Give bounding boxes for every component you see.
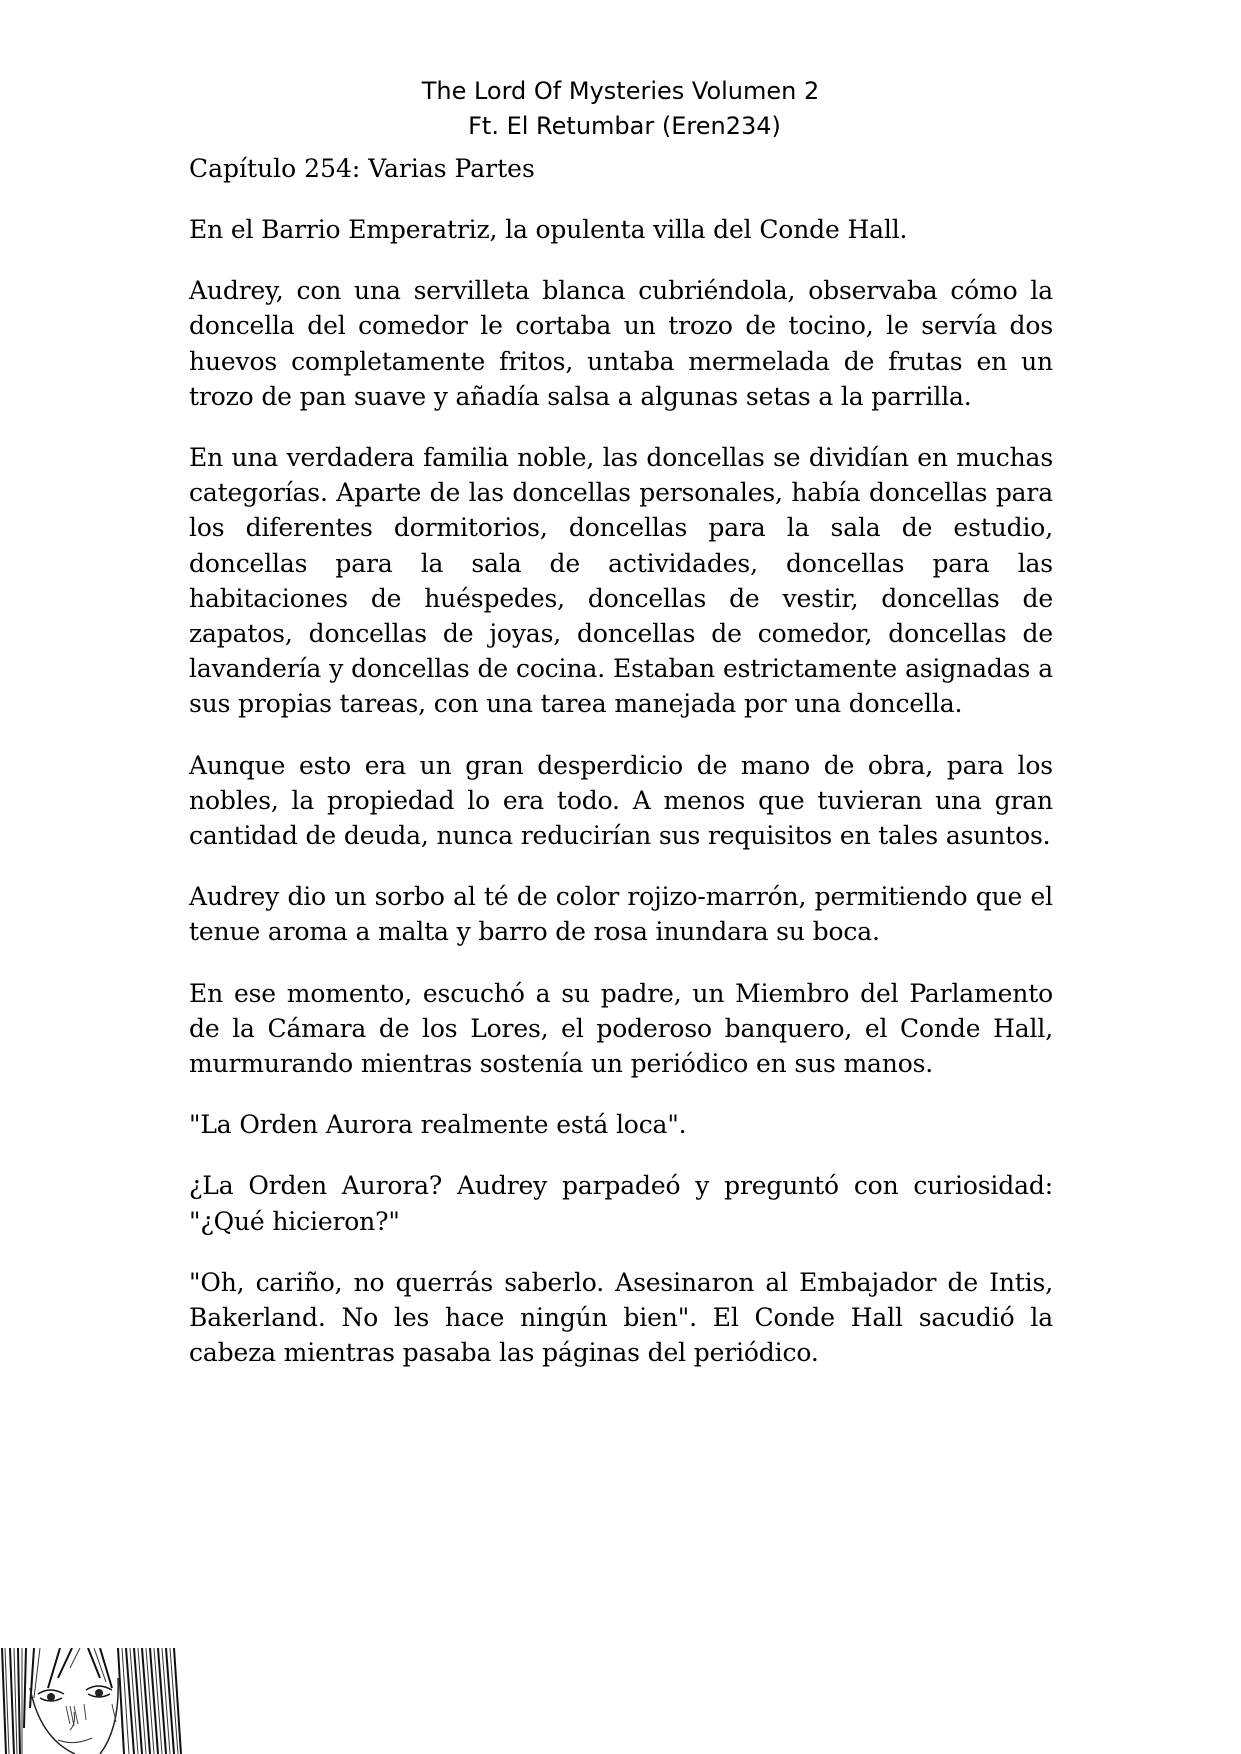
paragraph: Audrey, con una servilleta blanca cubriéndola, observaba cómo la doncella del comedor le cortaba un trozo de tocino, le servía dos huevos completamente fritos, untaba mermelada de frutas en un trozo de pan suave y añadía salsa a algunas setas a la parrilla. [189,276,1053,411]
chapter-title: Capítulo 254: Varias Partes [189,154,535,183]
paragraph: En una verdadera familia noble, las doncellas se dividían en muchas categorías. Aparte de las doncellas personales, había doncellas para los diferentes dormitorios, doncellas para la sala de estudio, doncellas para la sala de actividades, doncellas para las habitaciones de huéspedes, doncellas de vestir, doncellas de zapatos, doncellas de joyas, doncellas de comedor, doncellas de lavandería y doncellas de cocina. Estaban estrictamente asignadas a sus propias tareas, con una tarea manejada por una doncella. [189,443,1053,719]
paragraph: "La Orden Aurora realmente está loca". [189,1110,687,1140]
portrait-sketch [0,1648,183,1754]
paragraph: Audrey dio un sorbo al té de color rojizo-marrón, permitiendo que el tenue aroma a malta y barro de rosa inundara su boca. [189,882,1053,947]
page-header [0,74,1241,144]
chapter-body [189,151,1053,1370]
book-title: The Lord Of Mysteries Volumen 2 [421,77,820,105]
paragraph: ¿La Orden Aurora? Audrey parpadeó y preguntó con curiosidad: "¿Qué hicieron?" [189,1171,1053,1236]
paragraph: En ese momento, escuchó a su padre, un Miembro del Parlamento de la Cámara de los Lores, el poderoso banquero, el Conde Hall, murmurando mientras sostenía un periódico en sus manos. [189,978,1053,1079]
character-portrait-icon [0,1648,183,1754]
paragraph: Aunque esto era un gran desperdicio de mano de obra, para los nobles, la propiedad lo era todo. A menos que tuvieran una gran cantidad de deuda, nunca reducirían sus requisitos en tales asuntos. [189,750,1053,851]
translator-credit: Ft. El Retumbar (Eren234) [468,112,781,140]
paragraph: "Oh, cariño, no querrás saberlo. Asesinaron al Embajador de Intis, Bakerland. No les hace ningún bien". El Conde Hall sacudió la cabeza mientras pasaba las páginas del periódico. [189,1267,1053,1368]
paragraph: En el Barrio Emperatriz, la opulenta villa del Conde Hall. [189,215,908,244]
